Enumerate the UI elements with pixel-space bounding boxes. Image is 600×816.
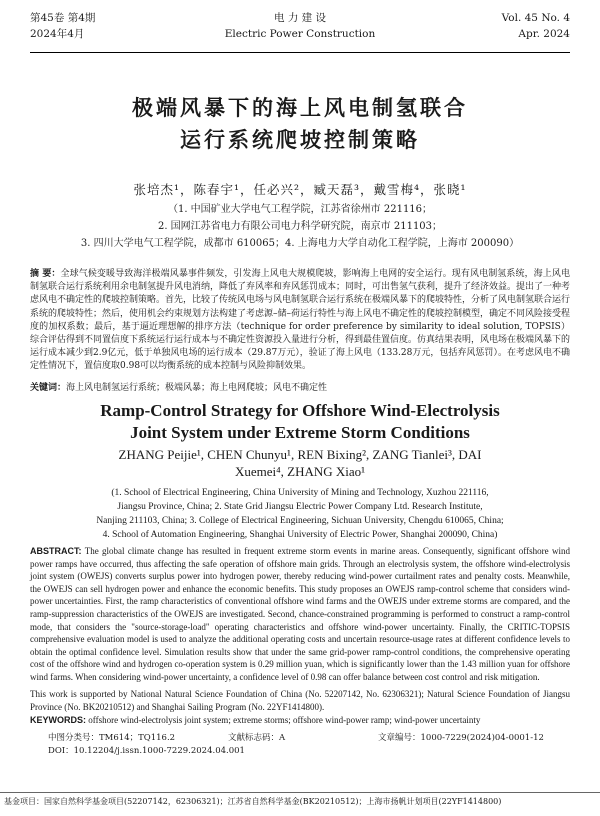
issue-date-cn: 2024年4月	[30, 28, 85, 40]
keywords-cn-text: 海上风电制氢运行系统；极端风暴；海上电网爬坡；风电不确定性	[66, 383, 328, 393]
affiliation-cn-line2: 2. 国网江苏省电力有限公司电力科学研究院，南京市 211103；	[157, 221, 443, 232]
article-number: 文章编号：1000-7229(2024)04-0001-12	[378, 733, 544, 743]
keywords-cn-label: 关键词：	[30, 383, 67, 393]
journal-volume-cn: 第45卷 第4期	[30, 12, 96, 24]
affiliation-en-line2: Jiangsu Province, China; 2. State Grid Jiangsu Electric Power Company Ltd. Research Institute,	[117, 502, 483, 512]
abstract-cn-text: 全球气候变暖导致海洋极端风暴事件频发，引发海上风电大规模爬坡，影响海上电网的安全运行。现有风电制氢系统，海上风电制氢联合运行系统利用余电制氢提升风电消纳，降低了弃风率和弃风惩罚成本；同时，可出售氢气获利，提升了经济效益。提出了一种考虑风电不确定性的爬坡控制策略。首先，比较了传统风电场与风电制氢联合运行系统在极端风暴下的爬坡特性，分析了风电制氢联合运行系统的爬坡特性；然后，使用机会约束规划方法构建了考虑源–储–荷运行特性与海上风电不确定性的爬坡控制模型，确定不同风险接受程度的加权系数；最后，基于逼近理想解的排序方法（technique for order preference by similarity to ideal solution, TOPSIS）综合评估得到不同置信度下系统运行运行成本与不确定性资源投入量进行分析，得到最佳置信度。仿真结果表明，风电场在极端风暴下的运行成本减少到2.9亿元，低于单独风电场的运行成本（29.87万元），验证了海上风电（133.28万元，包括弃风惩罚）。在考虑风电不确定性情况下，置信度取0.98可以均衡系统的成本控制与风险抑制效果。	[30, 269, 571, 372]
authors-en: ZHANG Peijie¹, CHEN Chunyu¹, REN Bixing², ZANG Tianlei³, DAI Xuemei⁴, ZHANG Xiao¹	[118, 447, 482, 479]
journal-name-cn: 电 力 建 设	[273, 12, 326, 24]
funding-footnote-cn: 基金项目：国家自然科学基金项目(52207142，62306321)；江苏省自然科学基金(BK20210512)；上海市扬帆计划项目(22YF1414800)	[4, 797, 502, 806]
keywords-en-label: KEYWORDS:	[30, 715, 86, 725]
affiliation-en-line1: (1. School of Electrical Engineering, China University of Mining and Technology, Xuzhou 221116,	[111, 488, 489, 498]
authors-cn: 张培杰¹，陈春宇¹，任必兴²，臧天磊³，戴雪梅⁴，张晓¹	[133, 182, 467, 197]
issue-date-en: Apr. 2024	[518, 28, 570, 40]
document-code: 文献标志码：A	[228, 733, 286, 743]
title-en-line2: Joint System under Extreme Storm Conditions	[130, 423, 470, 442]
page-header	[30, 10, 570, 50]
keywords-en	[30, 714, 570, 727]
affiliation-cn-line1: （1. 中国矿业大学电气工程学院，江苏省徐州市 221116；	[167, 204, 433, 215]
doi: DOI：10.12204/j.issn.1000-7229.2024.04.001	[48, 746, 245, 756]
funding-en: This work is supported by National Natural Science Foundation of China (No. 52207142, No. 62306321); Natural Science Foundation of Jiangsu Province (No. BK20210512) and Shanghai Sailing Program (No. 22YF1414800).	[30, 689, 570, 712]
title-cn	[0, 92, 600, 156]
title-cn-line1: 极端风暴下的海上风电制氢联合	[132, 96, 468, 120]
affiliation-cn-line3: 3. 四川大学电气工程学院，成都市 610065；4. 上海电力大学自动化工程学院，上海市 200090）	[80, 238, 520, 249]
keywords-en-text: offshore wind-electrolysis joint system; extreme storms; offshore wind-power ramp; wind-power uncertainty	[88, 715, 481, 725]
abstract-cn	[30, 268, 570, 374]
affiliation-en-line4: 4. School of Automation Engineering, Shanghai University of Electric Power, Shanghai 200090, China)	[102, 530, 498, 540]
clc-number: 中图分类号：TM614；TQ116.2	[48, 733, 176, 743]
journal-volume-en: Vol. 45 No. 4	[501, 12, 570, 24]
abstract-cn-label: 摘 要：	[30, 269, 61, 279]
abstract-en-text: The global climate change has resulted in frequent extreme storm events in marine areas. Consequently, significant offshore wind power ramps have occurred, thus affecting the safe operation of offshore main grids. Through an electrolysis system, the offshore wind-electrolysis joint system (OWEJS) converts surplus power into hydrogen power, thereby reducing wind-power curtailment rates and penalty costs. Meanwhile, the OWEJS can sell hydrogen power and enhance the economic benefits. This study proposes an OWEJS ramp-control scheme that considers wind-power uncertainties. First, the ramp characteristics of conventional offshore wind farms and the OWEJS under extreme storms are compared, and the ramp-suppression characteristics of the OWEJS are investigated. Second, chance-constrained programming is performed to construct a ramp-control mode, that considers the "source-storage-load" operating characteristics and offshore wind-power uncertainty. Finally, the CRITIC-TOPSIS comprehensive evaluation model is used to analyze the additional operating costs and uncertain resource-usage rates at different confidence levels to obtain the optimal confidence level. Simulation results show that under the same grid-power ramp-control conditions, the comprehensive operating cost of the offshore wind and hydrogen co-operation system is 0.29 million yuan, which is significantly lower than the 1.43 million yuan for offshore wind farms. When considering wind-power uncertainty, a confidence level of 0.98 can offer balance between cost control and risk mitigation.	[30, 546, 570, 682]
keywords-cn	[30, 382, 570, 395]
title-cn-line2: 运行系统爬坡控制策略	[180, 128, 420, 152]
journal-name-en: Electric Power Construction	[224, 28, 376, 40]
footnote-divider	[0, 792, 600, 793]
abstract-en-label: ABSTRACT:	[30, 546, 82, 556]
classification-row	[48, 732, 570, 744]
title-en	[0, 400, 600, 444]
abstract-en	[30, 545, 570, 684]
affiliation-en-line3: Nanjing 211103, China; 3. College of Electrical Engineering, Sichuan University, Chengdu 610065, China;	[96, 516, 504, 526]
header-divider	[30, 52, 570, 53]
title-en-line1: Ramp-Control Strategy for Offshore Wind-Electrolysis	[100, 401, 500, 420]
